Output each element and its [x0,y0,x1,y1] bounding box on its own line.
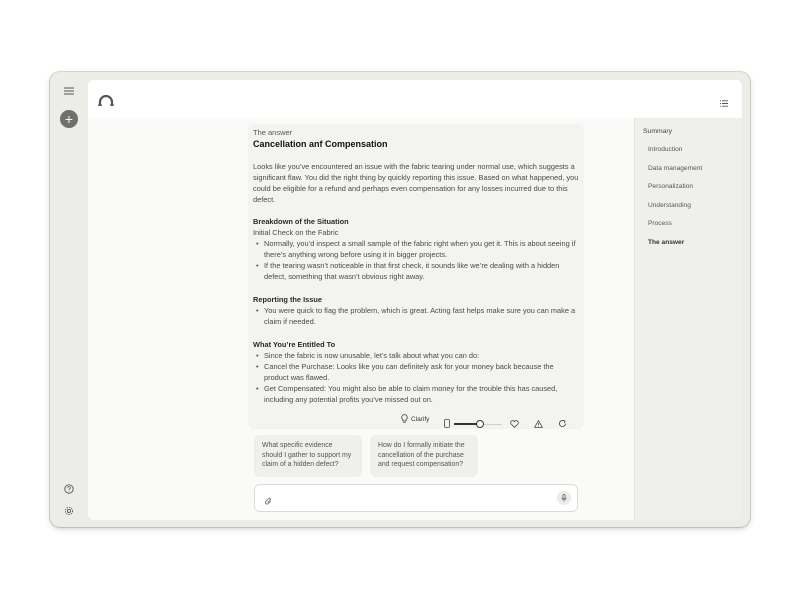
message-input[interactable] [279,491,549,505]
lightbulb-icon [401,414,408,425]
list-item: • Cancel the Purchase: Looks like you can definitely ask for your money back because the product was flawed. [253,361,579,383]
section-heading: What You’re Entitled To [253,340,336,349]
top-bar [88,80,742,118]
main-panel [88,80,742,520]
section-heading: Reporting the Issue [253,295,322,304]
summary-list [643,141,734,252]
bullet-list [253,305,579,327]
bullet-list [253,350,579,405]
suggestion-chip[interactable]: How do I formally initiate the cancellation of the purchase and request compensation? [370,435,478,477]
arch-logo-icon [98,93,114,111]
answer-intro: Looks like you’ve encountered an issue with the fabric tearing under normal use, which suggests a significant flaw. You did the right thing by quickly reporting this issue. Based on what happened, you could be eligible for a refund and perhaps even compensation for any losses incurred due to this defect. [253,162,579,204]
list-icon[interactable] [720,94,728,112]
left-rail [50,72,88,527]
summary-item-introduction[interactable]: Introduction [648,146,683,153]
summary-item-the-answer[interactable]: The answer [648,238,685,246]
gear-icon[interactable] [62,504,76,518]
list-item: • If the tearing wasn’t noticeable in that first check, it sounds like we’re dealing with a hidden defect, something that wasn’t obvious right away. [253,260,579,282]
microphone-icon [561,489,567,507]
section-subheading: Initial Check on the Fabric [253,228,339,237]
answer-actions [248,411,584,429]
summary-item-understanding[interactable]: Understanding [648,201,691,209]
list-item: • You were quick to flag the problem, which is great. Acting fast helps make sure you can make a claim if needed. [253,305,579,327]
clarify-label: Clarify [411,416,430,423]
help-circle-icon[interactable] [62,482,76,496]
warning-icon[interactable] [534,415,543,433]
section-heading: Breakdown of the Situation [253,217,349,226]
slider-knob[interactable] [476,420,484,428]
detail-level-control [444,415,502,433]
detail-level-slider[interactable] [454,420,502,428]
message-composer [254,484,578,512]
bullet-list [253,238,579,282]
heart-icon[interactable] [510,415,519,433]
list-item: • Normally, you’d inspect a small sample of the fabric right when you get it. This is about seeing if there’s anything wrong before using it in bigger projects. [253,238,579,260]
phone-icon [444,415,450,433]
new-chat-button[interactable] [60,110,78,128]
hamburger-menu-icon[interactable] [62,84,76,98]
list-item: • Since the fabric is now unusable, let’s talk about what you can do: [253,350,579,361]
summary-item-process[interactable]: Process [648,220,672,227]
refresh-icon[interactable] [558,415,567,433]
app-window [50,72,750,527]
plus-icon: + [64,111,74,127]
microphone-button[interactable] [557,491,571,505]
paperclip-icon[interactable] [265,493,272,511]
summary-item-personalization[interactable]: Personalization [648,183,694,190]
suggestion-chip[interactable]: What specific evidence should I gather to support my claim of a hidden defect? [254,435,362,477]
answer-card [248,124,584,429]
clarify-button[interactable] [401,414,429,425]
summary-title: Summary [643,128,673,135]
answer-title: Cancellation anf Compensation [253,139,388,149]
chat-area [88,118,634,520]
list-item: • Get Compensated: You might also be able to claim money for the trouble this has caused, including any potential profits you’ve missed out on. [253,383,579,405]
answer-label: The answer [253,128,293,137]
summary-item-data-management[interactable]: Data management [648,164,703,172]
summary-sidebar [634,118,742,520]
